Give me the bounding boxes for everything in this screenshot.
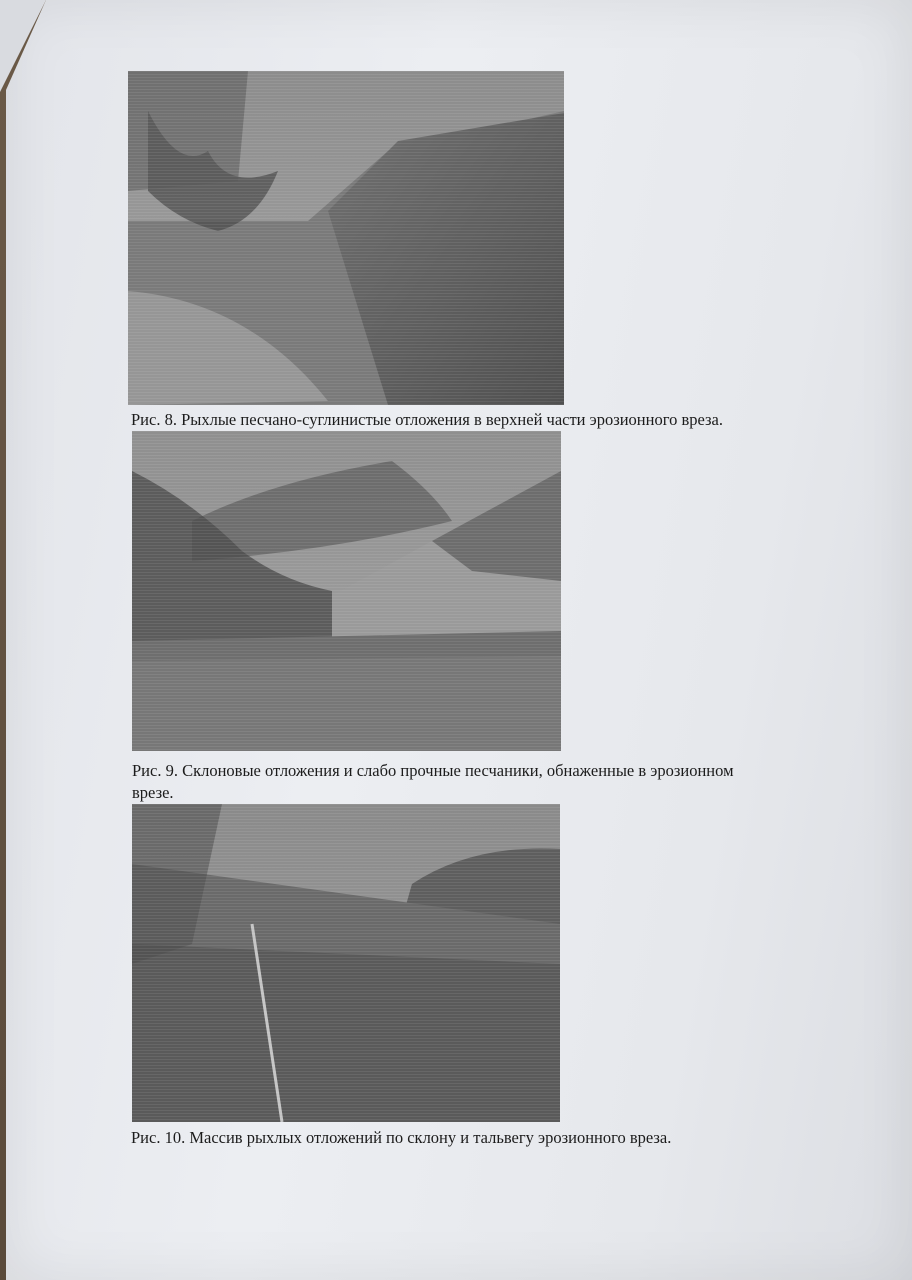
figure-10-photo bbox=[132, 804, 560, 1122]
figure-9-photo bbox=[132, 431, 561, 751]
figure-8-caption: Рис. 8. Рыхлые песчано-суглинистые отложения в верхней части эрозионного вреза. bbox=[131, 410, 723, 429]
figure-8-photo bbox=[128, 71, 564, 405]
figure-9-caption-line-2: врезе. bbox=[132, 783, 174, 802]
figure-9-caption-line-1: Рис. 9. Склоновые отложения и слабо прочные песчаники, обнаженные в эрозионном bbox=[132, 761, 734, 780]
figure-10-caption: Рис. 10. Массив рыхлых отложений по склону и тальвегу эрозионного вреза. bbox=[131, 1128, 672, 1147]
